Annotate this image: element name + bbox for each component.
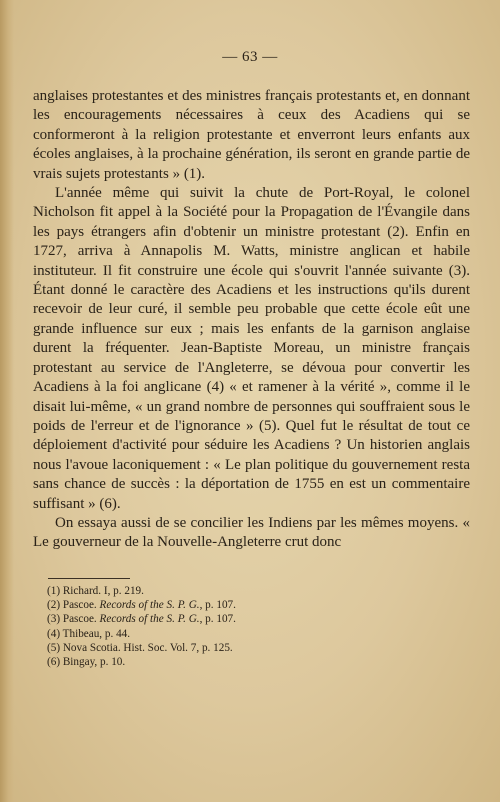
footnote: [47, 627, 407, 641]
footnote-marker: (4): [47, 627, 61, 640]
footnote-text: Bingay, p. 10.: [62, 656, 126, 669]
footnote: [47, 655, 407, 669]
footnote-title: Records of the S. P. G.: [99, 613, 200, 626]
footnote-text: Pascoe.: [62, 599, 100, 612]
footnote: [47, 641, 407, 655]
footnote-text: Nova Scotia. Hist. Soc. Vol. 7, p. 125.: [62, 641, 233, 654]
page-number: — 63 —: [222, 49, 278, 65]
footnote-divider: [48, 578, 130, 579]
footnote-marker: (1): [47, 585, 61, 597]
paragraph: On essaya aussi de se concilier les Indiens par les mêmes moyens. « Le gouverneur de la Nouvelle-Angleterre crut donc: [33, 514, 470, 551]
footnote: [47, 612, 407, 626]
footnote: [47, 584, 407, 598]
footnote-text: Pascoe.: [62, 613, 100, 626]
footnotes: [47, 584, 407, 669]
paragraph-continued: anglaises protestantes et des ministres français protestants et, en donnant les encouragements nécessaires à ceux des Acadiens qui se conformeront à la religion protestante et enverront leurs enfants aux écoles anglaises, à la prochaine génération, ils seront en grande partie de vrais sujets protestants » (1).: [33, 88, 470, 182]
footnote-marker: (5): [47, 641, 61, 654]
page-binding-edge: [0, 0, 14, 802]
footnote-title: Records of the S. P. G.: [99, 599, 200, 612]
footnote-marker: (6): [47, 656, 61, 669]
body-text: [33, 87, 470, 553]
footnote-text: , p. 107.: [199, 599, 236, 612]
paragraph: L'année même qui suivit la chute de Port-Royal, le colonel Nicholson fit appel à la Société pour la Propagation de l'Évangile dans les pays étrangers afin d'obtenir un ministre protestant (2). Enfin en 1727, arriva à Annapolis M. Watts, ministre anglican et habile instituteur. Il fit construire une école qui s'ouvrit l'année suivante (3). Étant donné le caractère des Acadiens et les instructions qu'ils durent recevoir de leur curé, il semble peu probable que cette école eût une grande influence sur eux ; mais les enfants de la garnison anglaise durent la fréquenter. Jean-Baptiste Moreau, un ministre français protestant au service de l'Angleterre, se dévoua pour convertir les Acadiens à la foi anglicane (4) « et ramener à la vérité », comme il le disait lui-même, « un grand nombre de personnes qui souffraient sous le poids de l'erreur et de l'ignorance » (5). Quel fut le résultat de tout ce déploiement d'activité pour séduire les Acadiens ? Un historien anglais nous l'avoue laconiquement : « Le plan politique du gouvernement resta sans chance de succès : la déportation de 1755 en est un commentaire suffisant » (6).: [33, 185, 470, 512]
footnote-marker: (2): [47, 599, 61, 612]
footnote-text: , p. 107.: [199, 613, 236, 626]
footnote: [47, 598, 407, 612]
footnote-text: Thibeau, p. 44.: [62, 627, 131, 640]
footnote-marker: (3): [47, 613, 61, 626]
footnote-text: Richard. I, p. 219.: [62, 585, 144, 597]
